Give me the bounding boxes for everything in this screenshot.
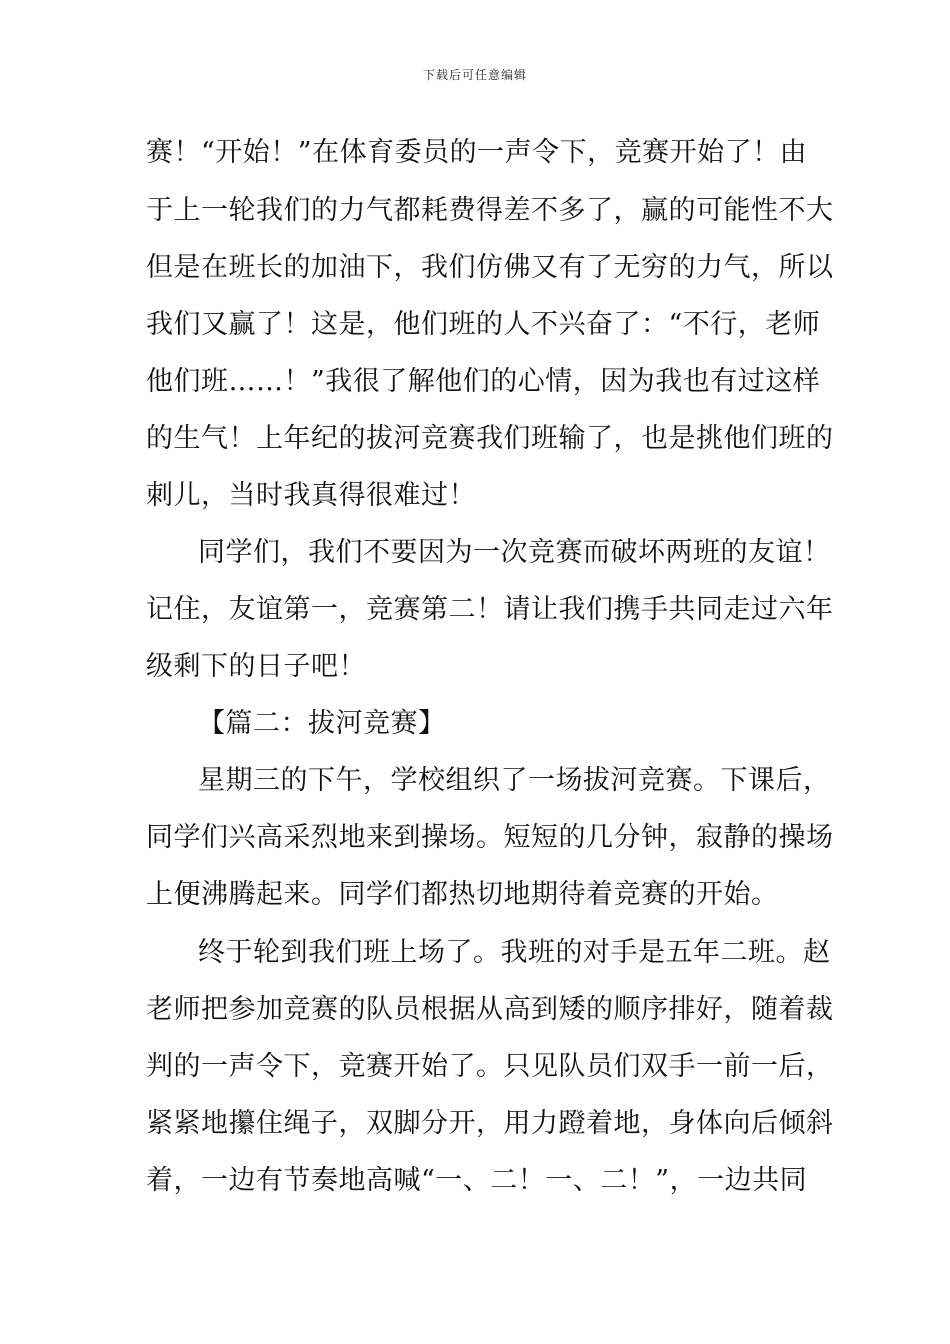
text-line: 的生气！上年纪的拔河竞赛我们班输了，也是挑他们班的 [146,423,834,454]
text-line: 记住，友谊第一，竞赛第二！请让我们携手共同走过六年 [146,594,834,625]
text-line: 赛！“开始！”在体育委员的一声令下，竞赛开始了！由 [146,137,808,168]
text-line: 同学们兴高采烈地来到操场。短短的几分钟，寂静的操场 [146,822,834,853]
text-line: 着，一边有节奏地高喊“一、二！一、二！”，一边共同 [146,1165,808,1196]
text-line: 于上一轮我们的力气都耗费得差不多了，赢的可能性不大 [146,195,834,226]
text-line: 紧紧地攥住绳子，双脚分开，用力蹬着地，身体向后倾斜 [146,1108,834,1139]
text-line: 老师把参加竞赛的队员根据从高到矮的顺序排好，随着裁 [146,994,834,1025]
paragraph-start-line: 星期三的下午，学校组织了一场拔河竞赛。下课后， [198,765,831,796]
text-line: 刺儿，当时我真得很难过！ [146,480,476,511]
text-line: 我们又赢了！这是，他们班的人不兴奋了：“不行，老师 [146,309,821,340]
text-line: 判的一声令下，竞赛开始了。只见队员们双手一前一后， [146,1051,834,1082]
text-line: 他们班……！”我很了解他们的心情，因为我也有过这样 [146,366,821,397]
text-line: 上便沸腾起来。同学们都热切地期待着竞赛的开始。 [146,879,779,910]
text-line: 但是在班长的加油下，我们仿佛又有了无穷的力气，所以 [146,252,834,283]
paragraph-start-line: 终于轮到我们班上场了。我班的对手是五年二班。赵 [198,937,831,968]
page-header: 下载后可任意编辑 [422,68,527,82]
text-line: 级剩下的日子吧！ [146,651,366,682]
paragraph-start-line: 同学们，我们不要因为一次竞赛而破坏两班的友谊！ [198,537,831,568]
section-heading: 【篇二：拔河竞赛】 [198,708,446,739]
